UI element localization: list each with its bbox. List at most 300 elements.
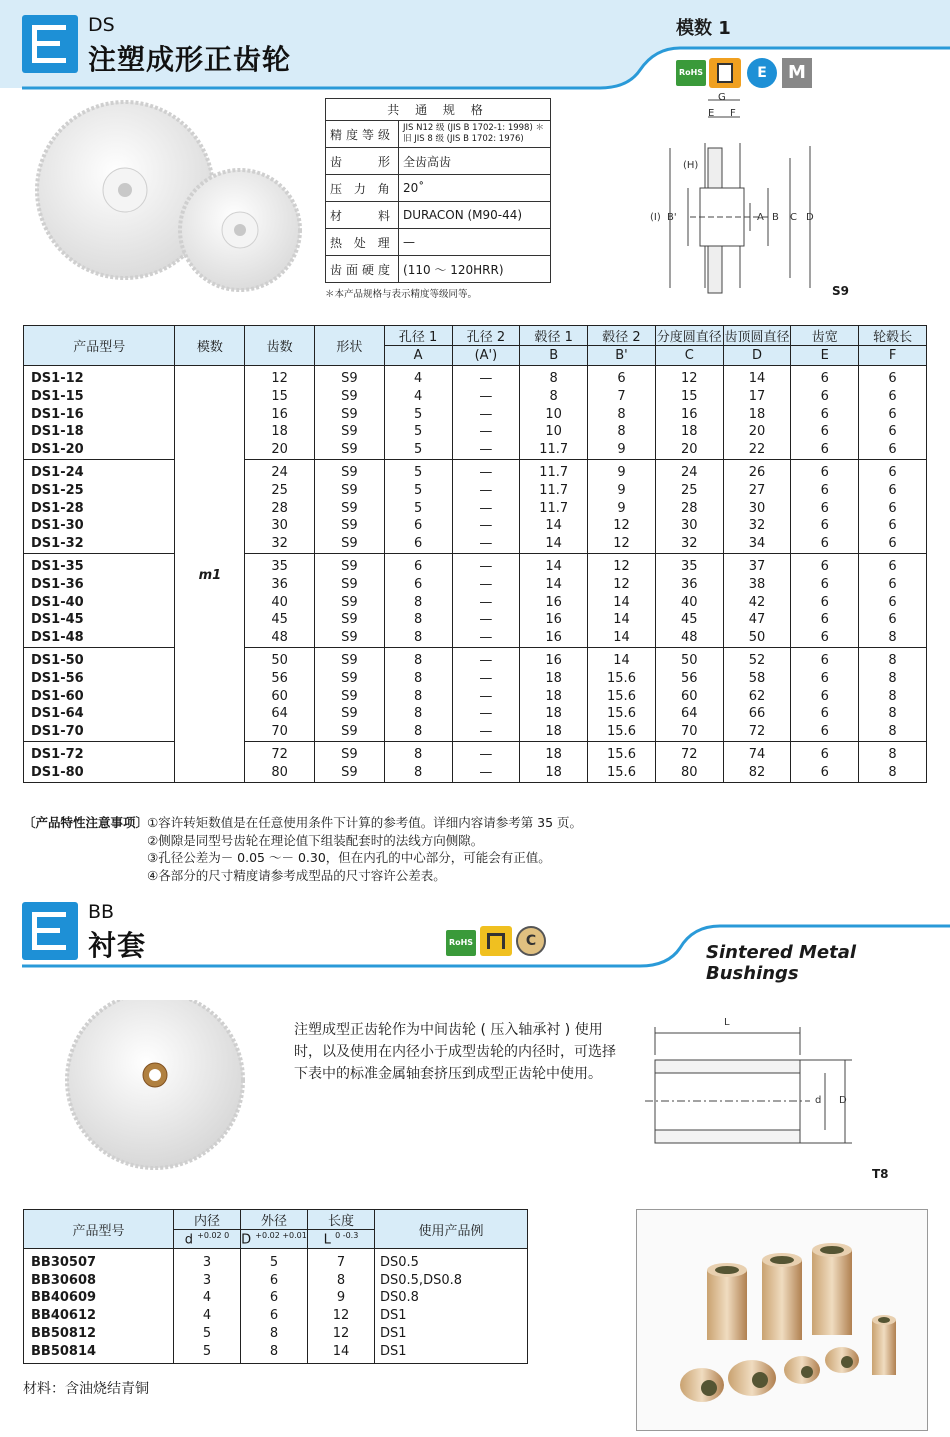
col-subheader: (A') [452, 346, 520, 366]
table-cell: 12 [588, 553, 656, 575]
table-cell: DS0.5 [375, 1249, 528, 1272]
table-cell: S9 [315, 741, 385, 763]
table-cell: 15.6 [588, 705, 656, 723]
table-cell: 12 [655, 366, 723, 388]
model-cell: DS1-12 [24, 366, 175, 388]
table-cell: 52 [723, 647, 791, 669]
spec-key: 齿面硬度 [326, 256, 399, 283]
col-header: 内径 [174, 1210, 241, 1230]
table-cell: — [452, 482, 520, 500]
table-cell: 6 [859, 441, 927, 459]
table-row [24, 423, 927, 441]
table-cell: S9 [315, 441, 385, 459]
table-cell: 6 [384, 553, 452, 575]
table-cell: 18 [520, 688, 588, 706]
table-cell: — [452, 576, 520, 594]
model-cell: DS1-24 [24, 459, 175, 481]
dim-label: G [718, 92, 726, 103]
dim-label: (H) [683, 160, 699, 171]
table-cell: 8 [241, 1325, 308, 1343]
table-cell: 6 [384, 576, 452, 594]
table-cell: S9 [315, 388, 385, 406]
table-cell: 6 [791, 500, 859, 518]
t8-drawing [640, 1015, 870, 1165]
table-cell: 14 [520, 535, 588, 553]
table-cell: 18 [723, 406, 791, 424]
table-cell: 6 [791, 482, 859, 500]
table-cell: 5 [384, 406, 452, 424]
table-row [24, 1307, 528, 1325]
table-cell: 14 [520, 553, 588, 575]
table-cell: — [452, 423, 520, 441]
table-cell: — [452, 388, 520, 406]
dim-label: B' [667, 212, 677, 223]
spec-value: (110 ～ 120HRR) [399, 256, 551, 283]
table-cell: 70 [655, 723, 723, 741]
table-cell: 80 [245, 764, 315, 782]
table-cell: 22 [723, 441, 791, 459]
s9-drawing [650, 88, 850, 298]
dim-label: (I) [650, 212, 661, 223]
col-header: 毂径 2 [588, 326, 656, 346]
table-cell: 7 [588, 388, 656, 406]
table-cell: 9 [588, 441, 656, 459]
table-cell: 6 [241, 1289, 308, 1307]
table-cell: 56 [245, 670, 315, 688]
table-cell: 48 [245, 629, 315, 647]
model-cell: DS1-18 [24, 423, 175, 441]
ds-spec-table [23, 325, 927, 783]
ds-code: DS [88, 14, 115, 36]
table-cell: 6 [791, 517, 859, 535]
table-cell: 6 [859, 517, 927, 535]
table-cell: 6 [791, 576, 859, 594]
table-cell: S9 [315, 670, 385, 688]
table-cell: 16 [520, 611, 588, 629]
table-cell: 42 [723, 594, 791, 612]
table-cell: 8 [859, 764, 927, 782]
table-cell: 6 [241, 1272, 308, 1290]
table-cell: 20 [655, 441, 723, 459]
table-cell: 80 [655, 764, 723, 782]
table-cell: 6 [859, 576, 927, 594]
table-cell: 6 [791, 535, 859, 553]
col-header: 模数 [175, 326, 245, 366]
col-header: 形状 [315, 326, 385, 366]
table-cell: — [452, 594, 520, 612]
table-cell: 32 [655, 535, 723, 553]
model-cell: DS1-56 [24, 670, 175, 688]
spec-key: 压 力 角 [326, 175, 399, 202]
table-cell: 5 [384, 482, 452, 500]
table-cell: 14 [308, 1343, 375, 1364]
table-cell: — [452, 705, 520, 723]
gear-shaft-icon [709, 58, 741, 88]
table-cell: DS1 [375, 1343, 528, 1364]
table-cell: 15 [655, 388, 723, 406]
table-row [24, 764, 927, 782]
col-header: 孔径 2 [452, 326, 520, 346]
table-cell: 4 [174, 1289, 241, 1307]
table-cell: 18 [520, 670, 588, 688]
table-cell: 6 [859, 459, 927, 481]
table-cell: 50 [655, 647, 723, 669]
table-cell: 70 [245, 723, 315, 741]
material-note: 材料：含油烧结青铜 [23, 1381, 149, 1397]
table-cell: S9 [315, 647, 385, 669]
table-cell: 40 [245, 594, 315, 612]
table-cell: 6 [859, 366, 927, 388]
ep-icon: E [747, 58, 777, 88]
table-cell: 15.6 [588, 723, 656, 741]
table-cell: 6 [859, 423, 927, 441]
model-cell: DS1-16 [24, 406, 175, 424]
rohs-icon: RoHS [446, 930, 476, 956]
table-cell: 8 [308, 1272, 375, 1290]
table-cell: 4 [384, 366, 452, 388]
table-cell: 26 [723, 459, 791, 481]
table-row [24, 647, 927, 669]
table-cell: 5 [174, 1343, 241, 1364]
col-subheader: L $^{0 -0.3}$ [308, 1230, 375, 1249]
col-subheader: C [655, 346, 723, 366]
table-cell: 35 [655, 553, 723, 575]
table-cell: S9 [315, 723, 385, 741]
table-cell: — [452, 553, 520, 575]
table-cell: 18 [245, 423, 315, 441]
table-cell: 8 [384, 723, 452, 741]
table-cell: 8 [384, 741, 452, 763]
table-cell: 11.7 [520, 459, 588, 481]
table-row [24, 723, 927, 741]
ds-table-body [24, 366, 927, 783]
dim-label: d [815, 1095, 822, 1106]
table-cell: 15.6 [588, 741, 656, 763]
note-item: ②侧隙是同型号齿轮在理论值下组装配套时的法线方向侧隙。 [147, 832, 484, 848]
notes-label: 〔产品特性注意事项〕 [23, 815, 149, 830]
col-subheader: F [859, 346, 927, 366]
table-cell: 50 [723, 629, 791, 647]
model-cell: BB30507 [24, 1249, 174, 1272]
table-cell: 5 [384, 423, 452, 441]
table-cell: DS1 [375, 1307, 528, 1325]
col-header: 产品型号 [24, 326, 175, 366]
model-cell: DS1-45 [24, 611, 175, 629]
table-cell: 8 [384, 688, 452, 706]
table-cell: — [452, 688, 520, 706]
table-cell: — [452, 723, 520, 741]
model-cell: DS1-72 [24, 741, 175, 763]
table-row [24, 594, 927, 612]
table-cell: 8 [520, 388, 588, 406]
table-cell: 6 [859, 388, 927, 406]
table-cell: 34 [723, 535, 791, 553]
table-cell: 3 [174, 1272, 241, 1290]
table-cell: — [452, 670, 520, 688]
common-spec-table [325, 98, 551, 283]
table-cell: S9 [315, 764, 385, 782]
table-cell: 8 [241, 1343, 308, 1364]
model-cell: DS1-35 [24, 553, 175, 575]
table-cell: 40 [655, 594, 723, 612]
table-cell: 4 [384, 388, 452, 406]
table-cell: 8 [384, 764, 452, 782]
table-cell: 6 [791, 611, 859, 629]
table-row [24, 535, 927, 553]
table-cell: 10 [520, 423, 588, 441]
module-cell: m1 [175, 366, 245, 783]
module-label: 模数 1 [676, 18, 731, 39]
table-row [24, 1249, 528, 1272]
table-cell: 25 [655, 482, 723, 500]
model-cell: BB40609 [24, 1289, 174, 1307]
table-row [24, 553, 927, 575]
table-cell: 36 [245, 576, 315, 594]
table-cell: — [452, 647, 520, 669]
table-cell: S9 [315, 553, 385, 575]
table-cell: 30 [245, 517, 315, 535]
spec-key: 精度等级 [326, 121, 399, 148]
note-item: ①容许转矩数值是在任意使用条件下计算的参考值。详细内容请参考第 35 页。 [147, 815, 583, 830]
table-cell: 15.6 [588, 688, 656, 706]
table-cell: 9 [588, 459, 656, 481]
spec-footnote: ＊本产品规格与表示精度等级同等。 [325, 289, 478, 300]
table-cell: 8 [384, 629, 452, 647]
spec-value: 全齿高齿 [399, 148, 551, 175]
table-cell: 14 [588, 611, 656, 629]
table-cell: 5 [174, 1325, 241, 1343]
ds-title: 注塑成形正齿轮 [88, 43, 292, 76]
table-cell: 8 [384, 611, 452, 629]
col-header: 孔径 1 [384, 326, 452, 346]
table-cell: 15.6 [588, 764, 656, 782]
table-cell: 14 [588, 647, 656, 669]
table-cell: 6 [791, 594, 859, 612]
model-cell: DS1-40 [24, 594, 175, 612]
col-subheader: d $^{+0.02 0}$ [174, 1230, 241, 1249]
bushing-photo [636, 1209, 928, 1431]
dim-label: C [790, 212, 797, 223]
table-cell: DS0.8 [375, 1289, 528, 1307]
table-cell: 12 [308, 1325, 375, 1343]
m-logo-icon: M [782, 58, 812, 88]
model-cell: DS1-30 [24, 517, 175, 535]
model-cell: BB40612 [24, 1307, 174, 1325]
table-row [24, 1272, 528, 1290]
col-header: 产品型号 [24, 1210, 174, 1249]
table-cell: 60 [245, 688, 315, 706]
note-item: ④各部分的尺寸精度请参考成型品的尺寸容许公差表。 [147, 867, 446, 883]
table-cell: 12 [308, 1307, 375, 1325]
table-cell: 17 [723, 388, 791, 406]
table-cell: 14 [520, 517, 588, 535]
table-row [24, 1343, 528, 1364]
table-cell: 6 [791, 670, 859, 688]
table-cell: 48 [655, 629, 723, 647]
table-cell: 20 [723, 423, 791, 441]
table-row [24, 482, 927, 500]
table-cell: 45 [655, 611, 723, 629]
table-cell: 18 [520, 705, 588, 723]
table-row [24, 629, 927, 647]
model-cell: BB50814 [24, 1343, 174, 1364]
table-cell: 6 [859, 535, 927, 553]
table-cell: DS0.5,DS0.8 [375, 1272, 528, 1290]
table-cell: 6 [791, 366, 859, 388]
table-row [24, 670, 927, 688]
table-cell: — [452, 406, 520, 424]
table-cell: — [452, 764, 520, 782]
dim-label: B [772, 212, 779, 223]
table-cell: 12 [588, 576, 656, 594]
table-cell: 11.7 [520, 482, 588, 500]
model-cell: BB50812 [24, 1325, 174, 1343]
model-cell: DS1-20 [24, 441, 175, 459]
table-cell: S9 [315, 629, 385, 647]
table-cell: S9 [315, 366, 385, 388]
table-cell: 74 [723, 741, 791, 763]
spec-value: DURACON (M90-44) [399, 202, 551, 229]
table-cell: 14 [723, 366, 791, 388]
model-cell: DS1-36 [24, 576, 175, 594]
bb-spec-table [23, 1209, 528, 1364]
table-cell: 28 [655, 500, 723, 518]
table-cell: 8 [859, 741, 927, 763]
s9-label: S9 [832, 284, 849, 298]
table-cell: — [452, 441, 520, 459]
table-cell: 5 [384, 500, 452, 518]
table-cell: S9 [315, 423, 385, 441]
note-item: ③孔径公差为－ 0.05 ～－ 0.30，但在内孔的中心部分，可能会有正值。 [147, 850, 551, 865]
table-row [24, 688, 927, 706]
table-cell: 11.7 [520, 441, 588, 459]
table-cell: 62 [723, 688, 791, 706]
table-cell: 32 [723, 517, 791, 535]
table-cell: 6 [791, 647, 859, 669]
spec-key: 热 处 理 [326, 229, 399, 256]
table-cell: — [452, 500, 520, 518]
table-cell: 6 [791, 705, 859, 723]
table-cell: 8 [384, 647, 452, 669]
table-cell: 6 [791, 688, 859, 706]
table-cell: 32 [245, 535, 315, 553]
model-cell: DS1-28 [24, 500, 175, 518]
table-cell: S9 [315, 535, 385, 553]
dim-label: E [708, 108, 715, 119]
col-header: 齿宽 [791, 326, 859, 346]
col-subheader: B' [588, 346, 656, 366]
table-row [24, 741, 927, 763]
table-cell: 3 [174, 1249, 241, 1272]
model-cell: DS1-80 [24, 764, 175, 782]
model-cell: DS1-48 [24, 629, 175, 647]
table-cell: 25 [245, 482, 315, 500]
spec-value: — [399, 229, 551, 256]
table-row [24, 1289, 528, 1307]
model-cell: DS1-15 [24, 388, 175, 406]
table-cell: 7 [308, 1249, 375, 1272]
table-cell: 35 [245, 553, 315, 575]
table-cell: 64 [245, 705, 315, 723]
bb-code: BB [88, 901, 115, 923]
table-cell: 6 [791, 553, 859, 575]
col-header: 齿数 [245, 326, 315, 366]
table-cell: 6 [384, 517, 452, 535]
table-cell: S9 [315, 459, 385, 481]
col-subheader: A [384, 346, 452, 366]
table-row [24, 576, 927, 594]
t8-label: T8 [872, 1167, 889, 1181]
dim-label: A [757, 212, 764, 223]
col-header: 分度圆直径 [655, 326, 723, 346]
table-cell: 9 [588, 482, 656, 500]
table-cell: 5 [241, 1249, 308, 1272]
table-row [24, 441, 927, 459]
table-cell: 6 [791, 741, 859, 763]
table-cell: 16 [520, 647, 588, 669]
table-cell: 8 [859, 705, 927, 723]
table-cell: S9 [315, 705, 385, 723]
table-cell: 6 [791, 629, 859, 647]
spec-value: JIS N12 级 (JIS B 1702-1: 1998) ＊ 旧 JIS 8 级 (JIS B 1702: 1976) [399, 121, 551, 148]
model-cell: DS1-64 [24, 705, 175, 723]
table-cell: 6 [859, 406, 927, 424]
dim-label: D [806, 212, 814, 223]
table-cell: 6 [791, 441, 859, 459]
table-cell: 24 [245, 459, 315, 481]
table-row [24, 517, 927, 535]
table-cell: S9 [315, 611, 385, 629]
table-cell: 6 [791, 406, 859, 424]
table-cell: 30 [723, 500, 791, 518]
table-cell: 15.6 [588, 670, 656, 688]
dim-label: F [730, 108, 736, 119]
table-cell: 6 [791, 723, 859, 741]
spec-title: 共 通 规 格 [326, 99, 551, 121]
table-cell: 8 [859, 647, 927, 669]
table-cell: 8 [384, 670, 452, 688]
table-cell: 8 [520, 366, 588, 388]
table-cell: — [452, 611, 520, 629]
bb-description: 注塑成型正齿轮作为中间齿轮 ( 压入轴承衬 ) 使用时，以及使用在内径小于成型齿轮的内径时，可选择下表中的标准金属轴套挤压到成型正齿轮中使用。 [294, 1022, 616, 1082]
table-cell: S9 [315, 500, 385, 518]
c-icon: C [516, 926, 546, 956]
table-cell: 16 [655, 406, 723, 424]
rohs-icon: RoHS [676, 60, 706, 86]
table-cell: 72 [723, 723, 791, 741]
table-cell: — [452, 741, 520, 763]
gear-photo [30, 100, 320, 300]
table-cell: 45 [245, 611, 315, 629]
table-cell: 18 [520, 764, 588, 782]
table-cell: 8 [859, 629, 927, 647]
table-cell: — [452, 459, 520, 481]
bushing-icon [480, 926, 512, 956]
table-cell: 38 [723, 576, 791, 594]
col-header: 外径 [241, 1210, 308, 1230]
col-subheader: E [791, 346, 859, 366]
table-cell: 18 [520, 741, 588, 763]
table-cell: 6 [859, 553, 927, 575]
table-cell: 16 [520, 594, 588, 612]
table-cell: 4 [174, 1307, 241, 1325]
document-icon [22, 15, 78, 73]
table-cell: 72 [245, 741, 315, 763]
table-cell: S9 [315, 688, 385, 706]
bb-gear-photo [60, 1000, 260, 1180]
dim-label: L [724, 1017, 730, 1028]
table-cell: 8 [859, 723, 927, 741]
